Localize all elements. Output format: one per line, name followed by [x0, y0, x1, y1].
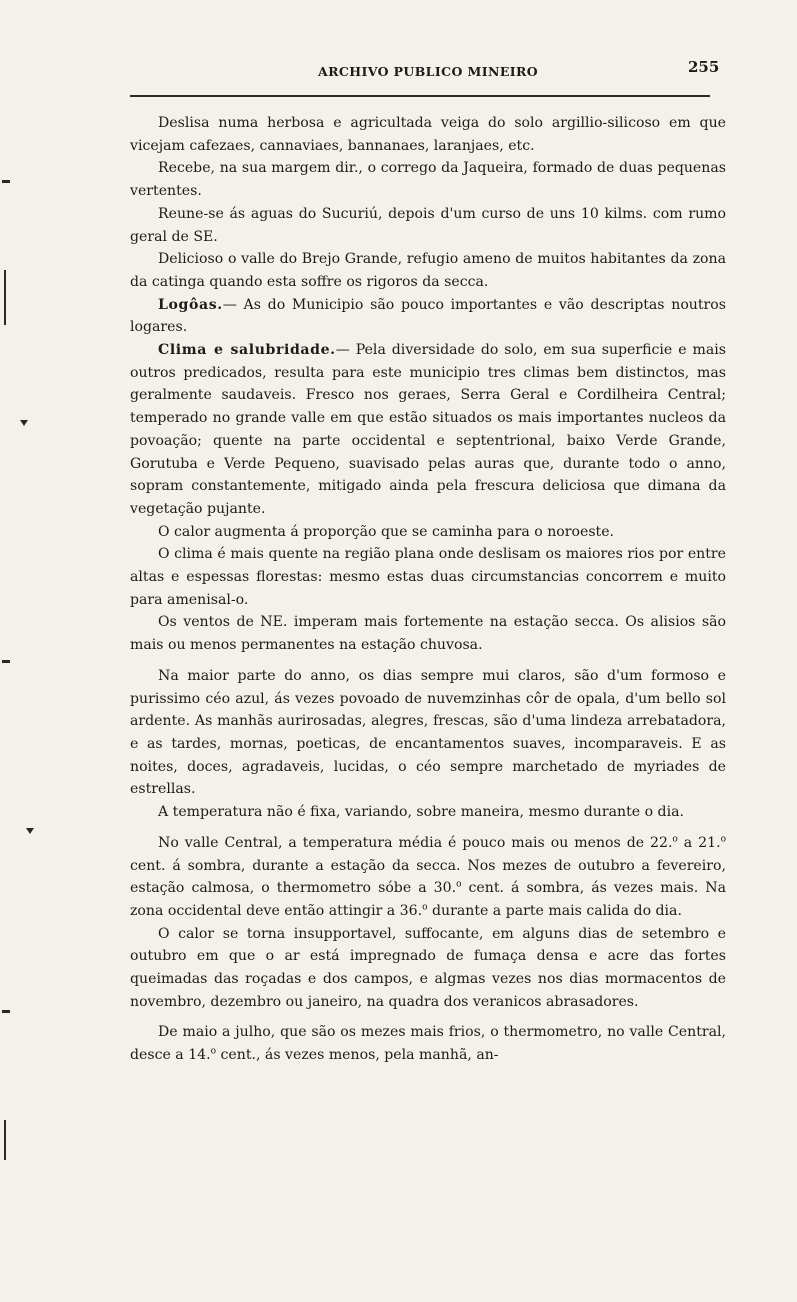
margin-mark — [2, 180, 10, 183]
paragraph-text: cent. á sombra, durante a estação da secca. Nos mezes de outubro a fevereiro, estação calmosa, o thermometro sóbe a 30. — [130, 857, 726, 897]
degree-mark: o — [210, 1046, 217, 1057]
degree-mark: o — [456, 879, 462, 890]
margin-arrow-icon — [20, 420, 28, 426]
body-text — [130, 112, 726, 1067]
degree-mark: o — [720, 834, 726, 845]
margin-mark — [2, 660, 10, 663]
paragraph — [130, 203, 726, 248]
section-heading: Clima e salubridade. — [158, 342, 336, 359]
running-head: ARCHIVO PUBLICO MINEIRO — [318, 64, 539, 79]
paragraph — [130, 543, 726, 611]
page-number: 255 — [688, 58, 720, 76]
paragraph-text: Na maior parte do anno, os dias sempre mui claros, são d'um formoso e purissimo céo azul, ás vezes povoado de nuvemzinhas côr de opala, d'um bello sol ardente. As manhãs aurirosadas, alegres, frescas, são d'uma lindeza arrebatadora, e as tardes, mornas, poeticas, de encantamentos suaves, incomparaveis. E as noites, doces, agradaveis, lucidas, o céo sempre marchetado de myriades de estrellas. — [130, 667, 726, 798]
paragraph-text: Reune-se ás aguas do Sucuriú, depois d'um curso de uns 10 kilms. com rumo geral de SE. — [130, 205, 726, 245]
degree-mark: o — [422, 902, 428, 913]
margin-bar — [4, 270, 6, 325]
paragraph — [130, 521, 726, 544]
paragraph-text: O calor se torna insupportavel, suffocante, em alguns dias de setembro e outubro em que o ar está impregnado de fumaça densa e acre das fortes queimadas das roçadas e dos campos, e algmas vezes nos dias mormacentos de novembro, dezembro ou janeiro, na quadra dos veranicos abrasadores. — [130, 925, 726, 1010]
paragraph-text: Os ventos de NE. imperam mais fortemente na estação secca. Os alisios são mais ou menos permanentes na estação chuvosa. — [130, 614, 726, 654]
paragraph-text: O calor augmenta á proporção que se caminha para o noroeste. — [158, 523, 615, 540]
paragraph-text: De maio a julho, que são os mezes mais frios, o thermometro, no valle Central, desce a 14. — [130, 1024, 726, 1064]
paragraph — [130, 157, 726, 202]
paragraph-text: Recebe, na sua margem dir., o corrego da Jaqueira, formado de duas pequenas vertentes. — [130, 160, 726, 200]
paragraph — [130, 665, 726, 801]
paragraph — [130, 339, 726, 521]
paragraph — [130, 294, 726, 339]
paragraph — [130, 923, 726, 1014]
paragraph-text: Deslisa numa herbosa e agricultada veiga do solo argillio-silicoso em que vicejam cafezaes, cannaviaes, bannanaes, laranjaes, etc. — [130, 115, 726, 154]
margin-mark — [2, 1010, 10, 1013]
degree-mark: o — [672, 834, 678, 845]
paragraph — [130, 832, 726, 923]
paragraph — [130, 1021, 726, 1066]
paragraph-text: — Pela diversidade do solo, em sua superficie e mais outros predicados, resulta para este municipio tres climas bem distinctos, mas geralmente saudaveis. Fresco nos geraes, Serra Geral e Cordilheira Central; temperado no grande valle em que estão situados os mais importantes nucleos da povoação; quente na parte occidental e septentrional, baixo Verde Grande, Gorutuba e Verde Pequeno, suavisado pelas auras que, durante todo o anno, sopram constantemente, mitigado ainda pela frescura deliciosa que dimana da vegetação pujante. — [130, 342, 726, 517]
paragraph — [130, 112, 726, 157]
paragraph-text: a 21. — [677, 834, 721, 851]
paragraph-text: Delicioso o valle do Brejo Grande, refugio ameno de muitos habitantes da zona da catinga quando esta soffre os rigoros da secca. — [130, 251, 726, 290]
paragraph — [130, 801, 726, 824]
paragraph-text: No valle Central, a temperatura média é pouco mais ou menos de 22. — [158, 834, 673, 851]
margin-arrow-icon — [26, 828, 34, 834]
paragraph-text: cent. á sombra, ás vezes mais. Na zona occidental deve então attingir a 36. — [130, 880, 726, 919]
paragraph-text: A temperatura não é fixa, variando, sobre maneira, mesmo durante o dia. — [158, 804, 684, 821]
section-heading: Logôas. — [158, 296, 223, 313]
paragraph — [130, 248, 726, 293]
paragraph-text: — As do Municipio são pouco importantes e vão descriptas noutros logares. — [130, 296, 726, 336]
paragraph-text: cent., ás vezes menos, pela manhã, an- — [216, 1047, 499, 1064]
paragraph-text: O clima é mais quente na região plana onde deslisam os maiores rios por entre altas e espessas florestas: mesmo estas duas circumstancias concorrem e muito para amenisal-o. — [130, 546, 726, 608]
paragraph — [130, 611, 726, 656]
margin-bar — [4, 1120, 6, 1160]
header-rule — [130, 95, 710, 97]
paragraph-text: durante a parte mais calida do dia. — [427, 902, 682, 919]
